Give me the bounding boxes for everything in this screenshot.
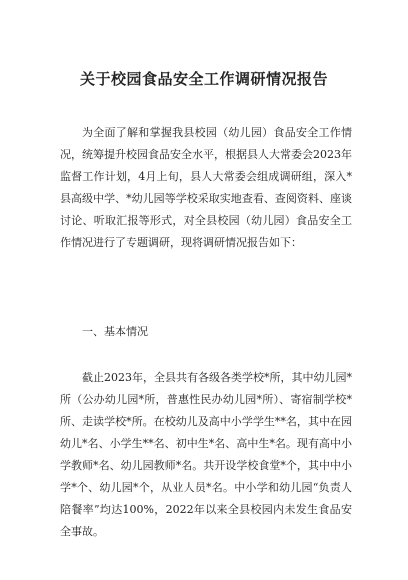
intro-paragraph: 为全面了解和掌握我县校园（幼儿园）食品安全工作情况，统筹提升校园食品安全水平，根据县人大常委会2023年监督工作计划，4月上旬，县人大常委会组成调研组，深入*县高级中学、*幼儿园等学校采取实地查看、查阅资料、座谈讨论、听取汇报等形式，对全县校园（幼儿园）食品安全工作情况进行了专题调研，现将调研情况报告如下：	[60, 126, 352, 249]
section-heading: 一、基本情况	[82, 325, 148, 338]
basic-situation-paragraph: 截止2023年，全县共有各级各类学校*所，其中幼儿园*所（公办幼儿园*所，普惠性民办幼儿园*所）、寄宿制学校*所、走读学校*所。在校幼儿及高中小学学生**名，其中在园幼儿*名、小学生**名、初中生*名、高中生*名。现有高中小学教师*名、幼儿园教师*名。共开设学校食堂*个，其中中小学*个、幼儿园*个，从业人员*名。中小学和幼儿园“负责人陪餐率”均达100%，2022年以来全县校园内未发生食品安全事故。	[60, 371, 352, 538]
document-title: 关于校园食品安全工作调研情况报告	[79, 70, 328, 88]
